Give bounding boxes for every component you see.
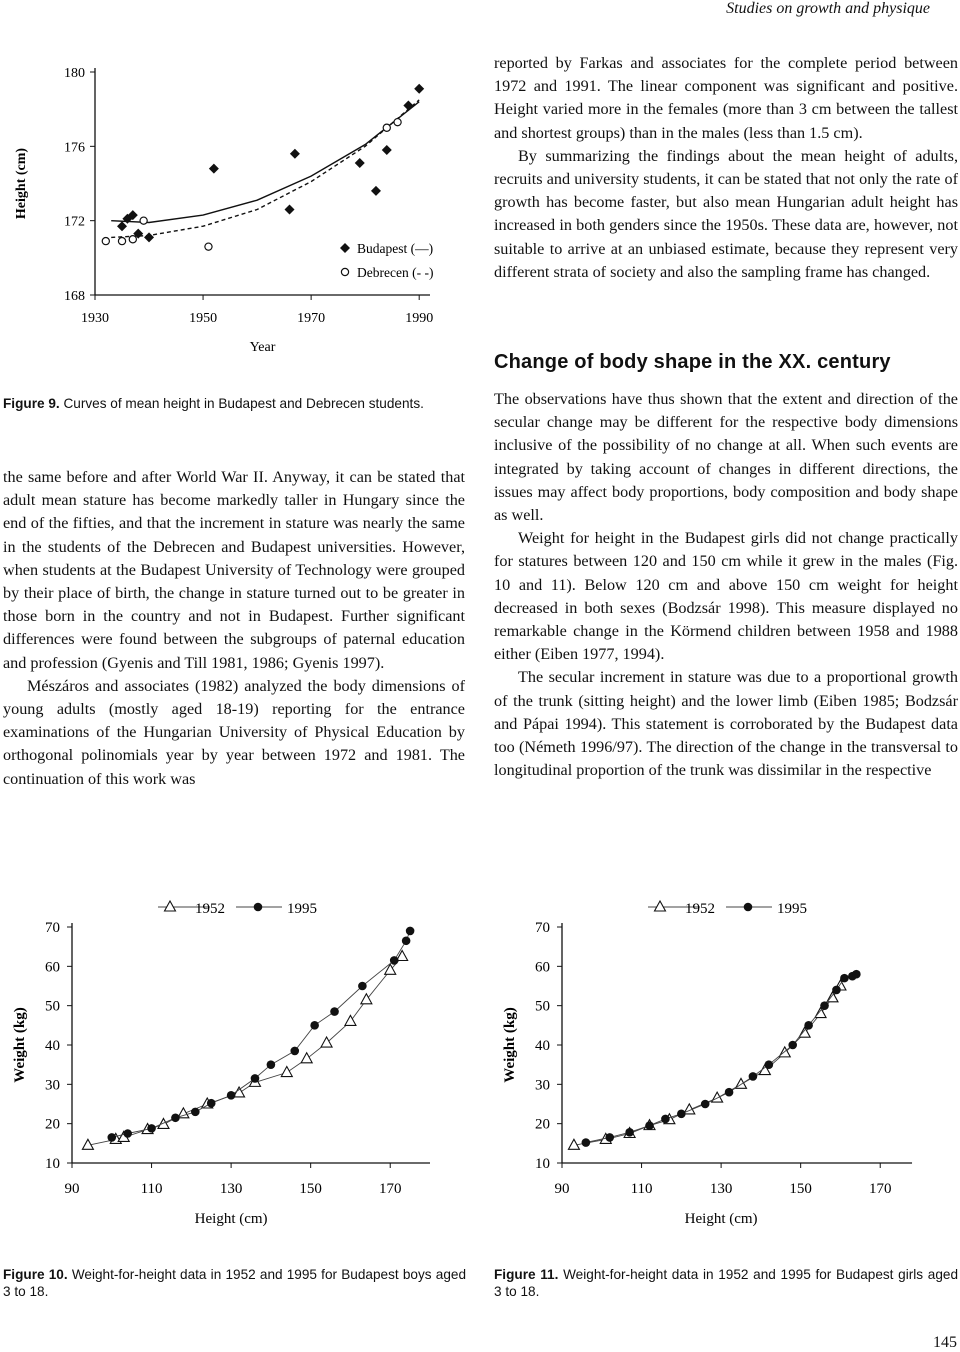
fig10-point-1952 xyxy=(281,1067,292,1077)
figure-9-caption-label: Figure 9. xyxy=(3,396,60,411)
fig11-point-1995 xyxy=(677,1110,686,1119)
debrecen-point xyxy=(140,217,147,224)
x-tick-label: 1930 xyxy=(81,311,109,326)
right-paragraph-5: The secular increment in stature was due to a proportional growth of the trunk (sitting height) and the lower limb (Eiben 1985; Bodzsár and Pápai 1994). This statement is corroborated by the Budapest data too (Németh 1996/97). The direction of the change in the transversal to longitudinal proportion of the trunk was dissimilar in the respective xyxy=(494,668,958,780)
fig10-point-1995 xyxy=(107,1133,116,1142)
fig10-y-tick-label: 60 xyxy=(45,959,60,976)
fig10-legend-1952-marker xyxy=(165,901,176,911)
right-paragraph-3: The observations have thus shown that the extent and direction of the secular change may be different for the respective body dimensions inclusive of the possibility of no change at all. When such events are integrated by taking account of changes in different directions, the issues may affect body proportions, body composition and body shape as well. xyxy=(494,390,958,525)
right-paragraph-1: reported by Farkas and associates for the complete period between 1972 and 1991. The linear component was significant and positive. Height varied more in the females (more than 3 cm between the tallest and shortest groups) than in the males (less than 1.5 cm). xyxy=(494,54,958,142)
budapest-point xyxy=(285,205,295,215)
fig10-point-1995 xyxy=(267,1060,276,1069)
debrecen-point xyxy=(102,238,109,245)
fig10-point-1995 xyxy=(147,1124,156,1133)
fig10-point-1995 xyxy=(123,1129,132,1138)
figure-11-caption-label: Figure 11. xyxy=(494,1267,559,1282)
fig11-point-1952 xyxy=(712,1092,723,1102)
fig11-x-tick-label: 150 xyxy=(789,1181,812,1197)
budapest-point xyxy=(355,158,365,168)
figure-10-chart xyxy=(0,885,470,1245)
debrecen-point xyxy=(383,124,390,131)
fig10-x-tick-label: 170 xyxy=(378,1181,402,1197)
fig10-point-1995 xyxy=(330,1007,339,1016)
fig11-y-tick-label: 30 xyxy=(535,1077,550,1094)
figure-11-chart xyxy=(490,885,960,1245)
budapest-point xyxy=(290,149,300,159)
fig10-x-tick-label: 90 xyxy=(64,1181,80,1197)
debrecen-point xyxy=(118,238,125,245)
figure-9-caption xyxy=(3,395,473,412)
fig10-point-1995 xyxy=(191,1108,200,1117)
budapest-point xyxy=(144,232,154,242)
right-column-text-top xyxy=(494,52,958,284)
debrecen-point xyxy=(205,243,212,250)
budapest-point xyxy=(371,186,381,196)
legend-budapest-marker xyxy=(340,243,350,253)
fig10-y-axis-label: Weight (kg) xyxy=(12,1007,28,1083)
fig11-legend-1952-label: 1952 xyxy=(685,901,715,917)
fig10-y-tick-label: 50 xyxy=(45,998,60,1015)
figure-10-caption xyxy=(3,1266,466,1300)
running-head: Studies on growth and physique xyxy=(726,0,930,17)
fig11-y-tick-label: 50 xyxy=(535,998,550,1015)
fig10-point-1995 xyxy=(251,1074,260,1083)
fig11-point-1995 xyxy=(582,1138,591,1147)
fig10-point-1952 xyxy=(301,1053,312,1063)
fig10-point-1995 xyxy=(207,1099,216,1108)
page-number: 145 xyxy=(933,1334,957,1351)
figure-11-caption-text: Weight-for-height data in 1952 and 1995 for Budapest girls aged 3 to 18. xyxy=(494,1267,959,1299)
debrecen-point xyxy=(129,236,136,243)
fig11-x-tick-label: 110 xyxy=(630,1181,653,1197)
x-axis-label: Year xyxy=(249,340,276,355)
debrecen-fit-curve xyxy=(111,100,419,238)
fig10-legend-1995-marker xyxy=(254,903,263,912)
fig11-y-tick-label: 10 xyxy=(535,1156,550,1172)
y-tick-label: 176 xyxy=(64,140,85,156)
fig11-point-1995 xyxy=(804,1021,813,1030)
x-tick-label: 1970 xyxy=(297,311,326,326)
fig10-x-tick-label: 110 xyxy=(140,1181,163,1197)
x-tick-label: 1990 xyxy=(405,311,434,326)
right-column-text-bottom xyxy=(494,388,958,782)
fig11-point-1995 xyxy=(852,970,861,979)
legend-debrecen-marker xyxy=(341,268,348,275)
fig11-point-1995 xyxy=(625,1128,634,1137)
budapest-point xyxy=(209,164,219,174)
left-paragraph-1: the same before and after World War II. Anyway, it can be stated that adult mean stature has become markedly taller in Hungary since the end of the fifties, and that the increment in stature was nearly the same in the students of the Debrecen and Budapest universities. However, when students at the Budapest University of Technology were grouped by their place of birth, the change in stature turned out to be greater in those born in the country and not in Budapest. Further significant differences were found between the subgroups of paternal education and profession (Gyenis and Till 1981, 1986; Gyenis 1997). xyxy=(3,468,465,672)
fig10-x-tick-label: 130 xyxy=(219,1181,243,1197)
fig11-x-tick-label: 130 xyxy=(709,1181,733,1197)
fig10-series-line-1995 xyxy=(112,931,410,1138)
fig11-series-line-1995 xyxy=(586,974,857,1142)
fig10-point-1995 xyxy=(406,927,415,936)
fig10-point-1952 xyxy=(345,1015,356,1025)
fig10-y-tick-label: 70 xyxy=(45,920,60,936)
fig11-x-tick-label: 90 xyxy=(554,1181,570,1197)
y-axis-label: Height (cm) xyxy=(14,147,29,220)
fig10-point-1995 xyxy=(358,982,367,991)
fig11-point-1995 xyxy=(840,974,849,983)
legend-label: Budapest (—) xyxy=(357,241,434,256)
figure-10-caption-label: Figure 10. xyxy=(3,1267,68,1282)
fig10-point-1995 xyxy=(402,936,411,945)
fig11-point-1995 xyxy=(725,1088,734,1097)
fig10-y-tick-label: 10 xyxy=(45,1156,60,1172)
fig10-y-tick-label: 30 xyxy=(45,1077,60,1094)
fig11-y-tick-label: 20 xyxy=(535,1116,550,1133)
fig10-point-1952 xyxy=(321,1037,332,1047)
budapest-point xyxy=(414,84,424,94)
fig11-point-1995 xyxy=(832,986,841,995)
left-column-text xyxy=(3,466,465,791)
debrecen-point xyxy=(394,119,401,126)
fig11-point-1995 xyxy=(788,1041,797,1050)
figure-11-caption xyxy=(494,1266,958,1300)
fig11-x-axis-label: Height (cm) xyxy=(684,1211,758,1227)
fig11-y-tick-label: 60 xyxy=(535,959,550,976)
fig10-series-line-1952 xyxy=(88,957,402,1146)
fig10-legend-1995-label: 1995 xyxy=(287,901,317,917)
budapest-point xyxy=(382,145,392,155)
fig11-point-1995 xyxy=(605,1133,614,1142)
legend-label: Debrecen (- -) xyxy=(357,265,434,280)
fig11-y-axis-label: Weight (kg) xyxy=(502,1007,518,1083)
y-tick-label: 172 xyxy=(64,214,85,230)
budapest-point xyxy=(117,221,127,231)
fig11-series-line-1952 xyxy=(574,986,841,1145)
fig11-point-1995 xyxy=(749,1072,758,1081)
fig10-x-axis-label: Height (cm) xyxy=(194,1211,268,1227)
figure-10-caption-text: Weight-for-height data in 1952 and 1995 for Budapest boys aged 3 to 18. xyxy=(3,1267,467,1299)
fig11-legend-1995-label: 1995 xyxy=(777,901,807,917)
fig10-point-1995 xyxy=(227,1091,236,1100)
fig10-point-1995 xyxy=(310,1021,319,1030)
fig10-point-1995 xyxy=(290,1047,299,1056)
fig11-y-tick-label: 40 xyxy=(535,1038,550,1054)
fig11-legend-1952-marker xyxy=(655,901,666,911)
budapest-fit-curve xyxy=(111,102,419,223)
fig10-y-tick-label: 20 xyxy=(45,1116,60,1133)
x-tick-label: 1950 xyxy=(189,311,218,326)
fig10-point-1995 xyxy=(390,956,399,965)
right-paragraph-4: Weight for height in the Budapest girls did not change practically for statures between 120 and 150 cm while it grew in the males (Fig. 10 and 11). Below 120 cm and above 150 cm weight for height decreased in both sexes (Bodzsár 1998). This measure displayed no remarkable change in the Körmend children between 1958 and 1988 either (Eiben 1977, 1994). xyxy=(494,529,958,664)
fig10-legend-1952-label: 1952 xyxy=(195,901,225,917)
budapest-point xyxy=(403,100,413,110)
y-tick-label: 180 xyxy=(64,66,85,81)
section-heading: Change of body shape in the XX. century xyxy=(494,351,891,373)
fig11-point-1995 xyxy=(765,1060,774,1069)
fig11-x-tick-label: 170 xyxy=(868,1181,892,1197)
fig10-point-1995 xyxy=(171,1113,180,1122)
y-tick-label: 168 xyxy=(64,289,85,304)
fig11-point-1995 xyxy=(661,1115,670,1124)
right-paragraph-2: By summarizing the findings about the mean height of adults, recruits and university students, it can be stated that not only the rate of growth has become faster, but also mean Hungarian adult height has increased in both genders since the 1950s. These data are, however, not suitable to arrive at an unbiased estimate, because they represent very different strata of society and also the sampling frame has changed. xyxy=(494,146,958,281)
fig11-point-1995 xyxy=(645,1121,654,1130)
fig11-point-1995 xyxy=(701,1100,710,1109)
fig11-legend-1995-marker xyxy=(744,903,753,912)
left-paragraph-2: Mészáros and associates (1982) analyzed the body dimensions of young adults (mostly aged 18-19) reporting for the entrance examinations of the Hungarian University of Physical Education by orthogonal polinomials year by year between 1972 and 1981. The continuation of this work was xyxy=(3,676,465,788)
fig11-y-tick-label: 70 xyxy=(535,920,550,936)
figure-9-caption-text: Curves of mean height in Budapest and Debrecen students. xyxy=(63,396,424,411)
fig11-point-1995 xyxy=(820,1001,829,1010)
fig10-y-tick-label: 40 xyxy=(45,1038,60,1054)
figure-9-chart xyxy=(0,50,480,380)
fig10-point-1952 xyxy=(397,951,408,961)
fig10-x-tick-label: 150 xyxy=(299,1181,322,1197)
